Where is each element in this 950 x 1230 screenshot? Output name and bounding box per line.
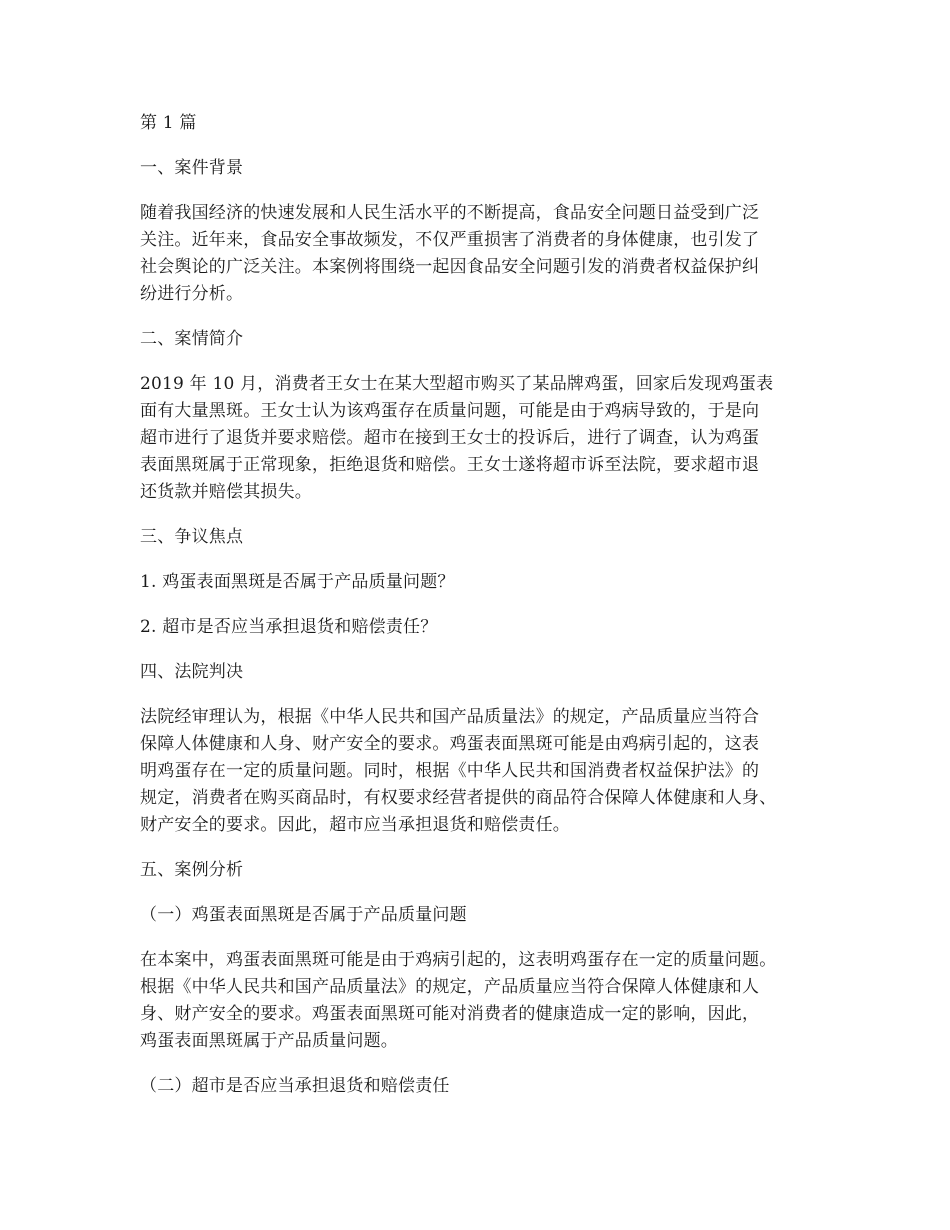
subsection-title-quality-issue: （一）鸡蛋表面黑斑是否属于产品质量问题 bbox=[140, 905, 467, 925]
section-title-background: 一、案件背景 bbox=[140, 158, 244, 178]
section-body-case-summary bbox=[140, 371, 830, 506]
text-line: 2019 年 10 月，消费者王女士在某大型超市购买了某品牌鸡蛋，回家后发现鸡蛋表 bbox=[140, 374, 774, 394]
text-line: 超市进行了退货并要求赔偿。超市在接到王女士的投诉后，进行了调查，认为鸡蛋 bbox=[140, 428, 760, 448]
text-line: 纷进行分析。 bbox=[140, 284, 244, 304]
text-line: 身、财产安全的要求。鸡蛋表面黑斑可能对消费者的健康造成一定的影响，因此， bbox=[140, 1004, 760, 1024]
document-label: 第 1 篇 bbox=[140, 113, 197, 133]
subsection-title-liability: （二）超市是否应当承担退货和赔偿责任 bbox=[140, 1076, 450, 1096]
text-line: 保障人体健康和人身、财产安全的要求。鸡蛋表面黑斑可能是由鸡病引起的，这表 bbox=[140, 734, 760, 754]
list-item: 2. 超市是否应当承担退货和赔偿责任？ bbox=[140, 617, 438, 637]
text-line: 规定，消费者在购买商品时，有权要求经营者提供的商品符合保障人体健康和人身、 bbox=[140, 788, 777, 808]
text-line: 面有大量黑斑。王女士认为该鸡蛋存在质量问题，可能是由于鸡病导致的，于是向 bbox=[140, 401, 760, 421]
text-line: 关注。近年来，食品安全事故频发，不仅严重损害了消费者的身体健康，也引发了 bbox=[140, 230, 760, 250]
section-title-judgment: 四、法院判决 bbox=[140, 662, 244, 682]
text-line: 表面黑斑属于正常现象，拒绝退货和赔偿。王女士遂将超市诉至法院，要求超市退 bbox=[140, 455, 760, 475]
section-title-analysis: 五、案例分析 bbox=[140, 860, 244, 880]
text-line: 在本案中，鸡蛋表面黑斑可能是由于鸡病引起的，这表明鸡蛋存在一定的质量问题。 bbox=[140, 950, 777, 970]
section-title-dispute-focus: 三、争议焦点 bbox=[140, 527, 244, 547]
text-line: 明鸡蛋存在一定的质量问题。同时，根据《中华人民共和国消费者权益保护法》的 bbox=[140, 761, 760, 781]
section-title-case-summary: 二、案情简介 bbox=[140, 329, 244, 349]
section-body-judgment bbox=[140, 704, 830, 839]
text-line: 财产安全的要求。因此，超市应当承担退货和赔偿责任。 bbox=[140, 815, 570, 835]
text-line: 鸡蛋表面黑斑属于产品质量问题。 bbox=[140, 1031, 398, 1051]
text-line: 根据《中华人民共和国产品质量法》的规定，产品质量应当符合保障人体健康和人 bbox=[140, 977, 760, 997]
text-line: 还货款并赔偿其损失。 bbox=[140, 482, 312, 502]
text-line: 法院经审理认为，根据《中华人民共和国产品质量法》的规定，产品质量应当符合 bbox=[140, 707, 760, 727]
document-page bbox=[140, 110, 830, 1118]
text-line: 社会舆论的广泛关注。本案例将围绕一起因食品安全问题引发的消费者权益保护纠 bbox=[140, 257, 760, 277]
section-body-background bbox=[140, 200, 830, 308]
text-line: 随着我国经济的快速发展和人民生活水平的不断提高，食品安全问题日益受到广泛 bbox=[140, 203, 760, 223]
subsection-body-quality-issue bbox=[140, 947, 830, 1055]
list-item: 1. 鸡蛋表面黑斑是否属于产品质量问题？ bbox=[140, 572, 455, 592]
